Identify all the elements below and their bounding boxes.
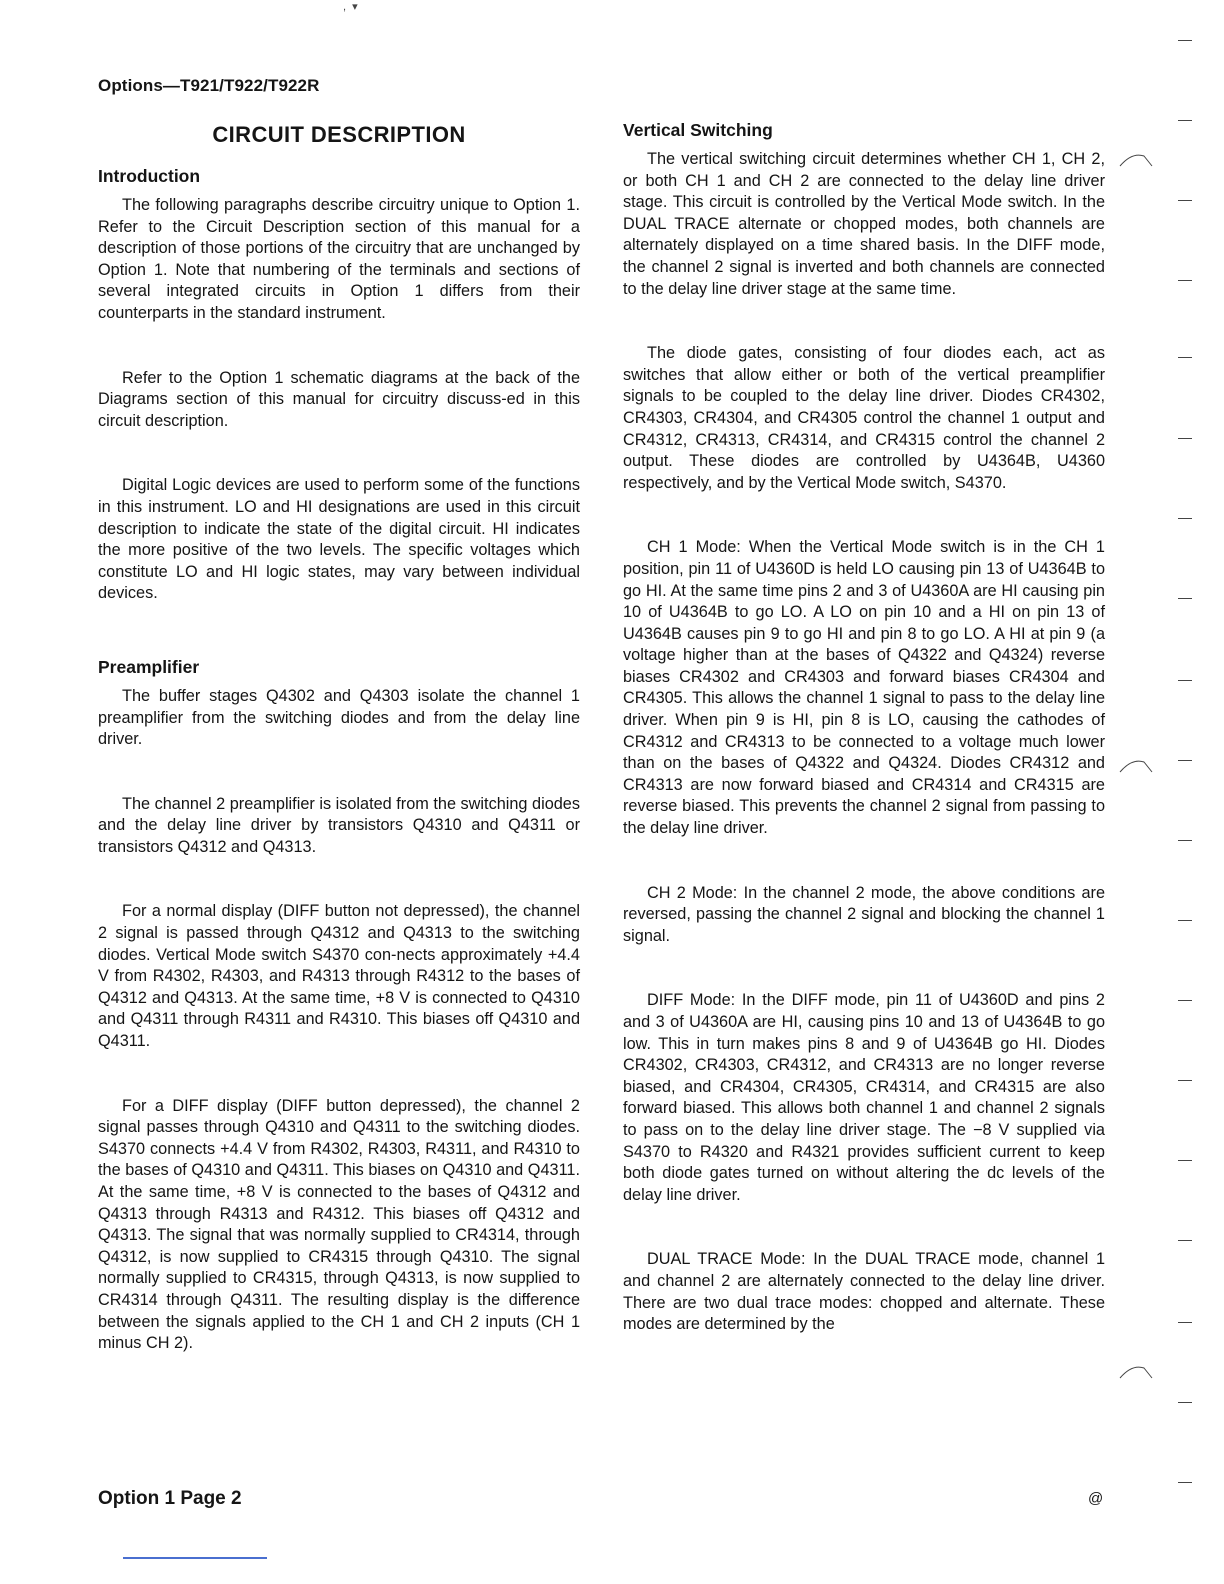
paragraph: The following paragraphs describe circuitry unique to Option 1. Refer to the Circuit Description section of this manual for a description of those portions of the circuitry that are unchanged by Option 1. Note that numbering of the terminals and sections of several integrated circuits in Option 1 differs from their counterparts in the standard instrument. — [98, 196, 580, 322]
scan-blue-rule — [123, 1557, 267, 1559]
paragraph: CH 2 Mode: In the channel 2 mode, the above conditions are reversed, passing the channel 2 signal and blocking the channel 1 signal. — [623, 883, 1105, 945]
margin-tick — [1178, 1322, 1192, 1323]
margin-tick — [1178, 120, 1192, 121]
margin-tick — [1178, 1160, 1192, 1161]
paragraph: The channel 2 preamplifier is isolated from the switching diodes and the delay line driver by transistors Q4310 and Q4311 or transistors Q4312 and Q4313. — [98, 794, 580, 856]
paragraph: The diode gates, consisting of four diodes each, act as switches that allow either or both of the vertical preamplifier signals to be coupled to the delay line driver. Diodes CR4302, CR4303, CR4304, and CR4305 control the channel 1 output and CR4312, CR4313, CR4314, and CR4315 control the channel 2 output. These diodes are controlled by U4364B, U4360 respectively, and by the Vertical Mode switch, S4370. — [623, 344, 1105, 492]
margin-tick — [1178, 1402, 1192, 1403]
margin-tick — [1178, 1000, 1192, 1001]
margin-tick — [1178, 438, 1192, 439]
margin-tick — [1178, 280, 1192, 281]
section-heading-preamplifier: Preamplifier — [98, 656, 200, 677]
scan-speck: , ▾ — [343, 1, 358, 13]
paragraph: Digital Logic devices are used to perform some of the functions in this instrument. LO and HI designations are used in this circuit description to indicate the state of the digital circuit. HI indicates the more positive of the two levels. The specific voltages which constitute LO and HI logic states, may vary between individual devices. — [98, 476, 580, 603]
margin-tick — [1178, 1482, 1192, 1483]
running-header: Options—T921/T922/T922R — [98, 76, 320, 95]
left-column — [98, 120, 580, 1355]
paragraph: Refer to the Option 1 schematic diagrams at the back of the Diagrams section of this manual for circuitry discuss-ed in this circuit description. — [98, 368, 580, 430]
paragraph: The vertical switching circuit determines whether CH 1, CH 2, or both CH 1 and CH 2 are connected to the delay line driver stage. This circuit is controlled by the Vertical Mode switch. In the DUAL TRACE alternate or chopped modes, both channels are alternately displayed on a time shared basis. In the DIFF mode, the channel 2 signal is inverted and both channels are connected to the delay line driver stage at the same time. — [623, 150, 1105, 298]
margin-curve — [1118, 756, 1158, 776]
paragraph: CH 1 Mode: When the Vertical Mode switch is in the CH 1 position, pin 11 of U4360D is held LO causing pin 13 of U4364B to go HI. At the same time pins 2 and 3 of U4360A are HI causing pin 10 of U4364B to go LO. A LO on pin 10 and a HI on pin 13 of U4364B causes pin 9 to go HI and pin 8 to go LO. A HI at pin 9 (a voltage higher than at the bases of Q4322 and Q4324) reverse biases CR4302 and CR4303 and forward biases CR4304 and CR4305. This allows the channel 1 signal to pass to the delay line driver. When pin 9 is HI, pin 8 is LO, causing the cathodes of CR4312 and CR4313 to be connected to a voltage much lower than on the bases of Q4322 and Q4324. Diodes CR4312 and CR4313 are now forward biased and CR4314 and CR4315 are reverse biased. This prevents the channel 2 signal from passing to the delay line driver. — [623, 538, 1105, 838]
paragraph: The buffer stages Q4302 and Q4303 isolate the channel 1 preamplifier from the switching diodes and from the delay line driver. — [98, 686, 580, 749]
margin-tick — [1178, 760, 1192, 761]
margin-curve — [1118, 150, 1158, 170]
paragraph: For a DIFF display (DIFF button depressed), the channel 2 signal passes through Q4310 and Q4311 to the switching diodes. S4370 connects +4.4 V from R4302, R4303, R4311, and R4310 to the bases of Q4310 and Q4311. This biases on Q4310 and Q4311. At the same time, +8 V is connected to the bases of Q4312 and Q4313 through R4313 and R4312. This biases off Q4312 and Q4313. The signal that was normally supplied to CR4314, through Q4312, is now supplied to CR4315 through Q4310. The signal normally supplied to CR4315, through Q4313, is now supplied to CR4314 through Q4311. The resulting display is the difference between the signals applied to the CH 1 and CH 2 inputs (CH 1 minus CH 2). — [98, 1096, 580, 1353]
footer-copyright-mark: @ — [1088, 1490, 1104, 1507]
margin-tick — [1178, 1240, 1192, 1241]
right-column — [623, 120, 1105, 1336]
page-title: CIRCUIT DESCRIPTION — [212, 122, 466, 147]
margin-tick — [1178, 518, 1192, 519]
paragraph: DUAL TRACE Mode: In the DUAL TRACE mode, channel 1 and channel 2 are alternately connected to the delay line driver. There are two dual trace modes: chopped and alternate. These modes are determined by the — [623, 1250, 1105, 1334]
paragraph: For a normal display (DIFF button not depressed), the channel 2 signal is passed through Q4312 and Q4313 to the switching diodes. Vertical Mode switch S4370 con-nects approximately +4.4 V from R4302, R4303, and R4313 through R4312 to the bases of Q4312 and Q4313. At the same time, +8 V is connected to Q4310 and Q4311 through R4311 and R4310. This biases off Q4310 and Q4311. — [98, 902, 580, 1051]
margin-tick — [1178, 680, 1192, 681]
margin-tick — [1178, 40, 1192, 41]
paragraph: DIFF Mode: In the DIFF mode, pin 11 of U4360D and pins 2 and 3 of U4360A are HI, causing pins 10 and 13 of U4364B to go low. This in turn makes pins 8 and 9 of U4364B go HI. Diodes CR4302, CR4303, CR4312, and CR4313 are no longer reverse biased, and CR4304, CR4305, CR4314, and CR4315 are also forward biased. This allows both channel 1 and channel 2 signals to pass on to the delay line driver stage. The −8 V supplied via S4370 to R4320 and R4321 provides sufficient current to keep both diode gates turned on without altering the dc levels of the delay line driver. — [623, 991, 1105, 1204]
footer-page-label: Option 1 Page 2 — [98, 1488, 242, 1509]
section-heading-introduction: Introduction — [98, 166, 201, 186]
margin-tick — [1178, 598, 1192, 599]
margin-tick — [1178, 920, 1192, 921]
margin-curve — [1118, 1362, 1158, 1382]
margin-tick — [1178, 840, 1192, 841]
margin-tick — [1178, 1080, 1192, 1081]
margin-tick — [1178, 200, 1192, 201]
margin-tick — [1178, 357, 1192, 358]
section-heading-vertical-switching: Vertical Switching — [623, 120, 773, 140]
